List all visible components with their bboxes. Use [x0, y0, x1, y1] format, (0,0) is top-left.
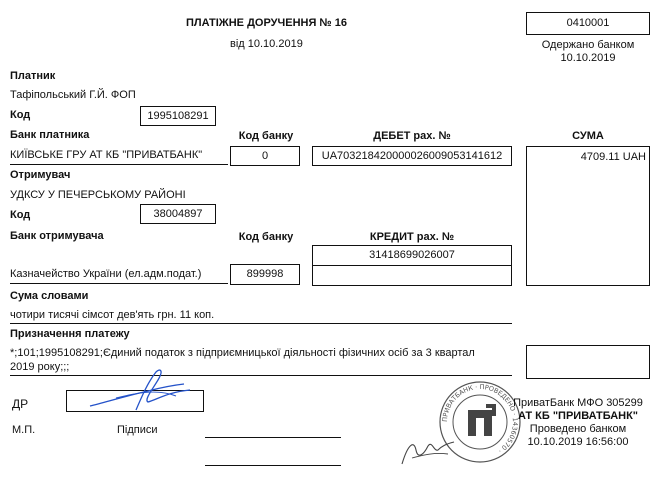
- sum-box: [526, 146, 650, 286]
- debit-label: ДЕБЕТ рах. №: [373, 130, 451, 142]
- payer-bank-label: Банк платника: [10, 129, 90, 141]
- received-label: Одержано банком: [541, 39, 635, 51]
- purpose-label: Призначення платежу: [10, 328, 130, 340]
- credit-account: 31418699026007: [369, 249, 455, 261]
- bank-stamp-line1: ПриватБанк МФО 305299: [513, 397, 643, 409]
- purpose-line2: 2019 року;;;: [10, 361, 70, 373]
- bank-officer-signature: [398, 434, 458, 470]
- received-date: 10.10.2019: [560, 52, 616, 64]
- signature-line-2: [205, 465, 341, 466]
- bank-stamp-line3: Проведено банком: [529, 423, 627, 435]
- seal-text: ПРИВАТБАНК · ПРОВЕДЕНО · 14360570 ·: [440, 382, 520, 455]
- mp-label: М.П.: [12, 424, 36, 436]
- privatbank-logo-icon: [468, 410, 492, 436]
- sum-value: 4709.11 UAH: [580, 151, 646, 163]
- recipient-code: 38004897: [153, 208, 203, 220]
- payer-section-label: Платник: [10, 70, 56, 82]
- purpose-line1: *;101;1995108291;Єдиний податок з підприємницької діяльності фізичних осіб за 3 квартал: [10, 347, 475, 359]
- recipient-bank-underline: [10, 283, 228, 284]
- bank-stamp: [498, 397, 658, 449]
- payer-bank-code-label: Код банку: [238, 130, 294, 142]
- form-code: 0410001: [566, 17, 610, 29]
- recipient-name: УДКСУ У ПЕЧЕРСЬКОМУ РАЙОНІ: [10, 189, 186, 201]
- handwritten-signature: [86, 366, 196, 414]
- credit-label: КРЕДИТ рах. №: [369, 231, 455, 243]
- recipient-bank-code: 899998: [246, 268, 284, 280]
- bank-stamp-line2: АТ КБ "ПРИВАТБАНК": [517, 410, 639, 422]
- payer-name: Тафіпольський Г.Й. ФОП: [10, 89, 136, 101]
- payer-code: 1995108291: [147, 110, 209, 122]
- credit-account-empty-box: [312, 265, 512, 286]
- payer-code-label: Код: [10, 109, 31, 121]
- dr-label: ДР: [12, 397, 29, 411]
- sum-label: СУМА: [572, 130, 604, 142]
- document-date: від 10.10.2019: [230, 38, 303, 50]
- amount-words-value: чотири тисячі сімсот дев'ять грн. 11 коп.: [10, 309, 215, 321]
- payer-bank-underline: [10, 164, 228, 165]
- payer-bank-code: 0: [261, 150, 269, 162]
- document-title: ПЛАТІЖНЕ ДОРУЧЕННЯ № 16: [186, 17, 347, 29]
- purpose-side-box: [526, 345, 650, 379]
- bank-stamp-line4: 10.10.2019 16:56:00: [527, 436, 629, 448]
- signature-line-1: [205, 437, 341, 438]
- recipient-bank-code-label: Код банку: [238, 231, 294, 243]
- amount-words-label: Сума словами: [10, 290, 89, 302]
- recipient-bank-name: Казначейство України (ел.адм.подат.): [10, 268, 202, 280]
- debit-account: UA703218420000026009053141612: [321, 150, 503, 162]
- recipient-section-label: Отримувач: [10, 169, 71, 181]
- amount-words-underline: [10, 323, 512, 324]
- recipient-code-label: Код: [10, 209, 31, 221]
- recipient-bank-label: Банк отримувача: [10, 230, 104, 242]
- signatures-label: Підписи: [117, 424, 158, 436]
- payer-bank-name: КИЇВСЬКЕ ГРУ АТ КБ "ПРИВАТБАНК": [10, 149, 203, 161]
